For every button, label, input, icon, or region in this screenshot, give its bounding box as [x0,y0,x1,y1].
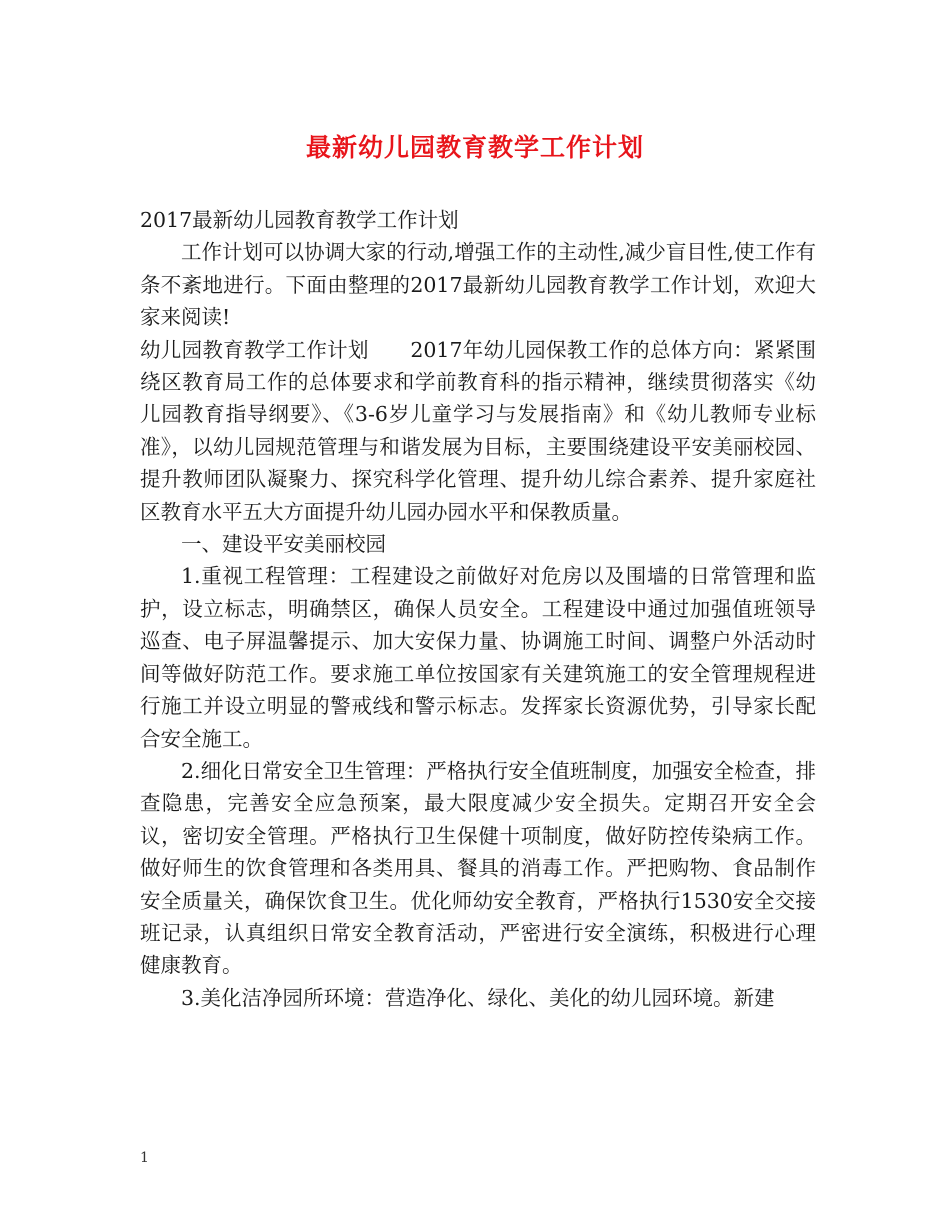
paragraph-item-1: 1.重视工程管理：工程建设之前做好对危房以及围墙的日常管理和监护，设立标志，明确禁区，确保人员安全。工程建设中通过加强值班领导巡查、电子屏温馨提示、加大安保力量、协调施工时间、调整户外活动时间等做好防范工作。要求施工单位按国家有关建筑施工的安全管理规程进行施工并设立明显的警戒线和警示标志。发挥家长资源优势，引导家长配合安全施工。 [140,564,816,751]
paragraph-item-3: 3.美化洁净园所环境：营造净化、绿化、美化的幼儿园环境。新建 [181,985,775,1010]
page-number: 1 [140,1150,149,1166]
document-title: 最新幼儿园教育教学工作计划 [305,133,644,162]
paragraph-subtitle: 2017最新幼儿园教育教学工作计划 [140,208,459,232]
paragraph-item-2: 2.细化日常安全卫生管理：严格执行安全值班制度，加强安全检查，排查隐患，完善安全应急预案，最大限度减少安全损失。定期召开安全会议，密切安全管理。严格执行卫生保健十项制度，做好防控传染病工作。做好师生的饮食管理和各类用具、餐具的消毒工作。严把购物、食品制作安全质量关，确保饮食卫生。优化师幼安全教育，严格执行1530安全交接班记录，认真组织日常安全教育活动，严密进行安全演练，积极进行心理健康教育。 [140,758,816,978]
paragraph-intro: 工作计划可以协调大家的行动,增强工作的主动性,减少盲目性,使工作有条不紊地进行。下面由整理的2017最新幼儿园教育教学工作计划，欢迎大家来阅读! [140,240,816,330]
document-body [140,204,816,1014]
section-heading-1: 一、建设平安美丽校园 [181,532,386,557]
paragraph-overview: 幼儿园教育教学工作计划 2017年幼儿园保教工作的总体方向：紧紧围绕区教育局工作的总体要求和学前教育科的指示精神，继续贯彻落实《幼儿园教育指导纲要》、《3-6岁儿童学习与发展指南》和《幼儿教师专业标准》，以幼儿园规范管理与和谐发展为目标，主要围绕建设平安美丽校园、提升教师团队凝聚力、探究科学化管理、提升幼儿综合素养、提升家庭社区教育水平五大方面提升幼儿园办园水平和保教质量。 [140,337,816,524]
